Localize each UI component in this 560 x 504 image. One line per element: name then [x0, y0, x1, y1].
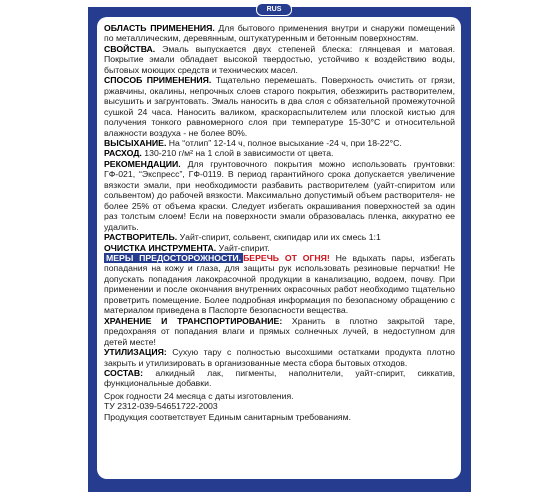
section-text: Не вдыхать пары, избегать попадания на кожу и глаза, для защиты рук использовать резиновые перчатки! Не допускать попадания лакокрасочной продукции в канализацию, водоем, почву. При применении и после окончания внутренних окрасочных работ необходимо тщательно проветрить помещение. Более подробная информация по безопасному обращению с материалом приведена в Паспорте безопасности вещества. [104, 252, 455, 316]
section-text: На “отлип” 12-14 ч, полное высыхание -24 ч, при 18-22°С. [168, 137, 402, 148]
section-text: 130-210 г/м² на 1 слой в зависимости от цвета. [144, 148, 334, 159]
instructions-text [97, 17, 461, 422]
instructions-panel [97, 17, 461, 479]
section-text: Эмаль выпускается двух степеней блеска: глянцевая и матовая. Покрытие эмали обладает высокой твердостью, устойчиво к воздействию воды, бытовых моющих средств и технических масел. [104, 43, 455, 75]
section-heading: СВОЙСТВА. [104, 43, 156, 54]
compliance-note: Продукция соответствует Единым санитарным требованиям. [104, 411, 352, 422]
label-footer [104, 391, 455, 422]
section-area [104, 23, 455, 44]
tu-code: ТУ 2312-039-54651722-2003 [104, 401, 218, 412]
section-consumption [104, 148, 455, 158]
section-composition [104, 368, 455, 389]
section-storage [104, 316, 455, 347]
section-recommendations [104, 159, 455, 232]
section-heading: СОСТАВ: [104, 367, 144, 378]
section-heading: СПОСОБ ПРИМЕНЕНИЯ. [104, 75, 212, 86]
section-cleaning [104, 243, 455, 253]
section-text: Уайт-спирит. [218, 242, 270, 253]
section-drying [104, 138, 455, 148]
section-heading: РАСХОД. [104, 148, 142, 159]
section-heading: УТИЛИЗАЦИЯ: [104, 347, 167, 358]
section-disposal [104, 347, 455, 368]
section-heading: РЕКОМЕНДАЦИИ. [104, 158, 181, 169]
section-method [104, 75, 455, 138]
section-text: Хранить в плотно закрытой таре, предохраняя от попадания влаги и прямых солнечных лучей, в недоступном для детей месте! [104, 315, 455, 347]
section-heading: ОЧИСТКА ИНСТРУМЕНТА. [104, 242, 217, 253]
section-heading: ОБЛАСТЬ ПРИМЕНЕНИЯ. [104, 23, 215, 33]
section-heading: ВЫСЫХАНИЕ. [104, 137, 167, 148]
section-heading: ХРАНЕНИЕ И ТРАНСПОРТИРОВАНИЕ: [104, 315, 283, 326]
section-text: алкидный лак, пигменты, наполнители, уайт-спирит, сиккатив, функциональные добавки. [104, 367, 455, 389]
section-solvent [104, 232, 455, 242]
section-text: Уайт-спирит, сольвент, скипидар или их смесь 1:1 [179, 232, 381, 243]
shelf-life: Срок годности 24 месяца с даты изготовления. [104, 390, 294, 401]
fire-warning: БЕРЕЧЬ ОТ ОГНЯ! [243, 252, 330, 263]
precautions-heading: МЕРЫ ПРЕДОСТОРОЖНОСТИ. [106, 252, 242, 263]
section-text: Для бытового применения внутри и снаружи помещений по металлическим, деревянным, оштукатуренным и бетонным поверхностям. [104, 23, 455, 44]
section-text: Для грунтовочного покрытия можно использовать грунтовки: ГФ-021, “Экспресс”, ГФ-0119. В период гарантийного срока допускается увеличение вязкости эмали, при необходимости разбавить растворителем (уайт-спиритом или сольвентом) до рабочей вязкости. Максимально допустимый объем растворителя- не более 25% от объема краски. Следует избегать окрашивания поверхностей за один раз толстым слоем! Если на поверхности эмали образовалась пленка, аккуратно ее удалить. [104, 158, 456, 232]
section-text: Тщательно перемешать. Поверхность очистить от грязи, ржавчины, окалины, непрочных слоев старого покрытия, обезжирить растворителем, высушить и загрунтовать. Эмаль наносить в два слоя с обязательной промежуточной сушкой 24 часа. Наносить валиком, краскораспылителем или плоской кистью для получения тонкого равномерного слоя при температуре 15-30°С и относительной влажности воздуха - не более 80%. [104, 75, 455, 138]
section-precautions [104, 253, 455, 316]
section-heading: РАСТВОРИТЕЛЬ. [104, 232, 178, 243]
section-text: Сухую тару с полностью высохшими остатками продукта плотно закрыть и утилизировать в организованные места сбора бытовых отходов. [104, 347, 455, 368]
language-badge: RUS [256, 3, 292, 16]
section-properties [104, 44, 455, 75]
